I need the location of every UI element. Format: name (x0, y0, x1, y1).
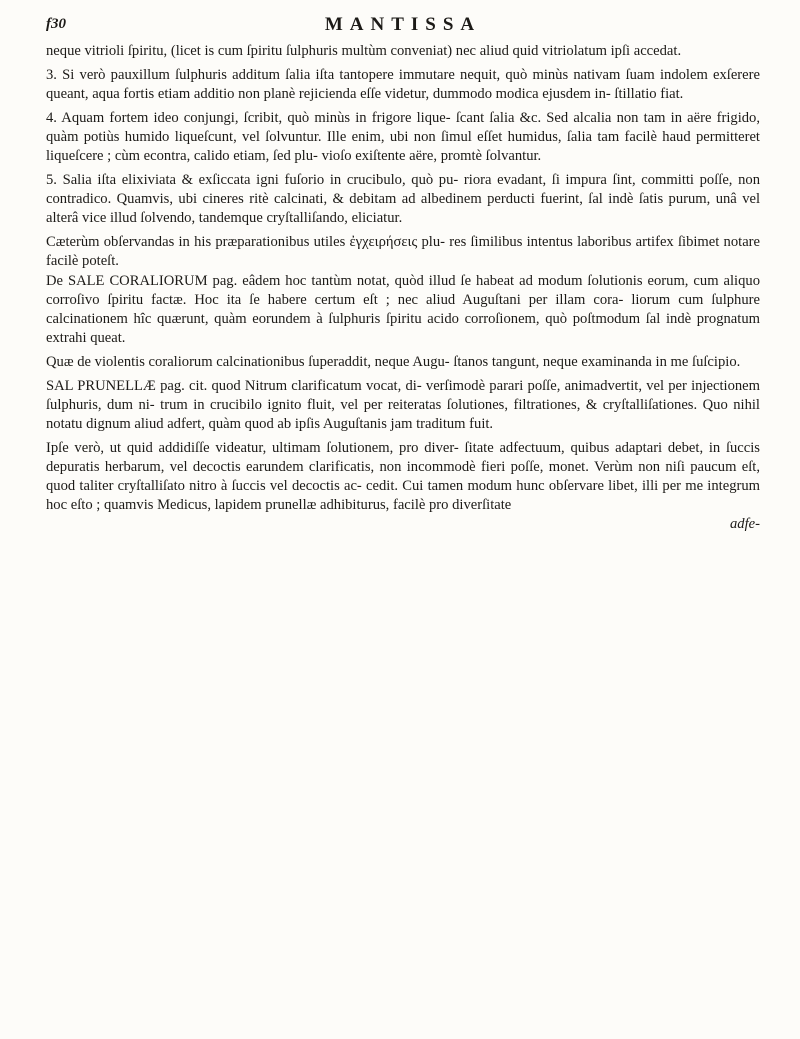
paragraph-3 (46, 109, 760, 166)
text-line: decoctis earundem clarificatis, non incommodè fieri poſſe, monet. Verùm (192, 458, 633, 475)
text-line: tam facilè haud permitteret liqueſcere ; cùm econtra, calido etiam, ſed plu- (46, 129, 760, 165)
paragraph-9 (46, 439, 760, 515)
text-line: riora evadant, ſi impura ſint, committi poſſe, non contradico. Quamvis, (46, 172, 760, 208)
text-line: eſto ; quamvis Medicus, lapidem prunellæ adhibiturus, facilè pro diverſitate (70, 497, 512, 514)
text-line: nequit, quò minùs nativam ſuam indolem exſerere queant, aqua fortis etiam (46, 67, 760, 103)
paragraph-5 (46, 233, 760, 271)
text-line: trum in crucibilo ignito fluit, vel per reiteratas ſolutiones, filtrationes, & (160, 396, 598, 413)
text-line: vioſo exiſtente aëre, promtè ſolvantur. (321, 148, 542, 165)
paragraph-6 (46, 272, 760, 348)
text-line: additio non planè rejicienda eſſe videtur, dummodo modica ejusdem in- (193, 86, 611, 103)
text-line: cryſtalliſationes. Quo nihil notatu dignum aliud adfert, quàm quod ab (46, 396, 760, 432)
text-line: 5. Salia iſta elixiviata & exſiccata igni fuſorio in crucibulo, quò pu- (46, 172, 459, 189)
text-line: ſpiritu acido corroſionem, quò poſtmodum ſal indè prognatum extrahi (46, 310, 760, 346)
paragraph-8 (46, 377, 760, 434)
text-line: cedit. Cui tamen modum hunc obſervare libet, illi per me integrum hoc (46, 477, 760, 514)
text-line: non niſi paucum eſt, quod taliter cryſtalliſato nitro à ſuccis vel decoctis ac- (46, 458, 760, 494)
body-text (46, 42, 760, 534)
text-line: neque vitrioli ſpiritu, (licet is cum ſpiritu ſulphuris multùm conveniat) nec (46, 43, 477, 59)
text-line: liorum cum ſulphure calcinationem hîc quærunt, quàm eorundem à ſulphuris (46, 291, 760, 327)
paragraph-2 (46, 66, 760, 104)
running-title: MANTISSA (324, 14, 482, 35)
text-line: ſitate adfectuum, quibus adaptari debet, in ſuccis depuratis herbarum, vel (46, 439, 760, 475)
text-line: Ipſe verò, ut quid addidiſſe videatur, ultimam ſolutionem, pro diver- (46, 439, 459, 456)
text-line: ſtanos tangunt, neque examinanda in me ſuſcipio. (453, 353, 741, 370)
text-line: eliciatur. (351, 210, 403, 227)
text-line: illud ſe habeat ad modum ſolutionis eorum, cum aliquo corroſivo ſpiritu (46, 272, 760, 308)
text-line: liqueſcunt, vel ſolvuntur. Ille enim, ubi non ſimul eſſet humidus, ſalia (174, 129, 592, 146)
text-line: ſcant ſalia &c. Sed alcalia non tam in aëre frigido, quàm potiùs humido (46, 110, 761, 146)
text-line: ſatis purum, unâ vel alterâ vice illud ſolvendo, tandemque cryſtalliſando, (46, 191, 761, 227)
text-line: verſimodè parari poſſe, animadvertit, vel per injectionem ſulphuris, dum ni- (46, 377, 760, 413)
text-line: Cæterùm obſervandas in his præparationibus utiles ἐγχειρήσεις plu- (46, 234, 445, 251)
text-line: SAL PRUNELLÆ pag. cit. quod Nitrum clarificatum vocat, di- (46, 377, 422, 394)
page-number: f30 (46, 16, 66, 32)
text-line: 3. Si verò pauxillum ſulphuris additum ſalia iſta tantopere immutare (46, 67, 455, 84)
paragraph-1 (46, 42, 760, 61)
text-line: factæ. Hoc ita ſe habere certum eſt ; nec aliud Auguſtani per illam cora- (151, 291, 624, 308)
text-line: ſtillatio fiat. (614, 86, 684, 103)
paragraph-4 (46, 171, 760, 228)
text-line: Quæ de violentis coraliorum calcinationibus ſuperaddit, neque Augu- (46, 353, 450, 370)
text-line: 4. Aquam fortem ideo conjungi, ſcribit, quò minùs in frigore lique- (46, 110, 451, 127)
page-header (46, 12, 760, 42)
text-line: aliud quid vitriolatum ipſi accedat. (479, 43, 682, 59)
catchword: adfe- (730, 516, 760, 533)
text-line: ipſis Auguſtanis jam traditum fuit. (294, 415, 494, 432)
text-line: res ſimilibus intentus laboribus artifex ſibimet notare facilè poteſt. (46, 234, 761, 270)
text-line: ubi cineres ritè calcinati, & debitam ad albedinem perducti fuerint, ſal indè (178, 191, 634, 208)
text-line: De SALE CORALIORUM pag. eâdem hoc tantùm notat, quòd (46, 272, 424, 289)
paragraph-7 (46, 353, 760, 372)
text-line: queat. (90, 329, 126, 346)
